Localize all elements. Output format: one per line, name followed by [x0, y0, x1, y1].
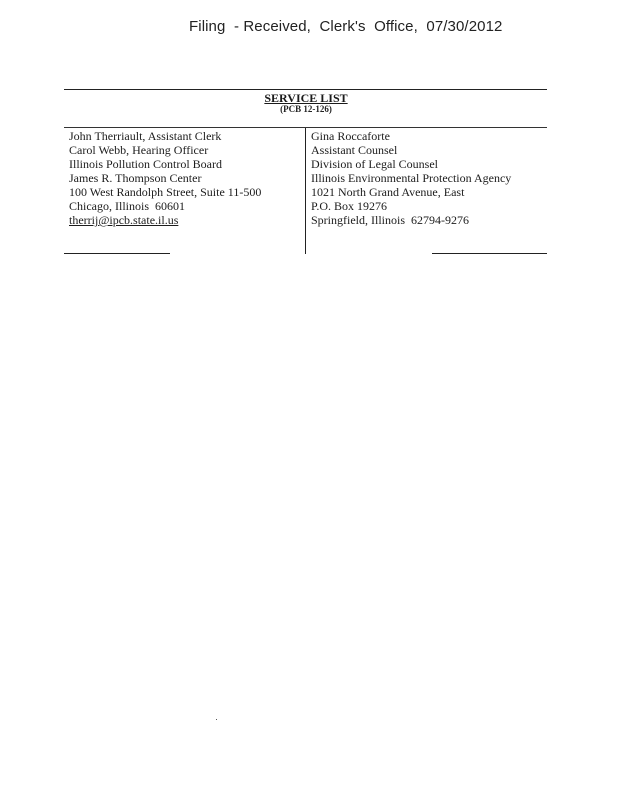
right-recipient-line: Division of Legal Counsel [311, 157, 438, 171]
right-recipient-line: 1021 North Grand Avenue, East [311, 185, 465, 199]
left-recipient-line: Carol Webb, Hearing Officer [69, 143, 209, 157]
right-recipient-name: Gina Roccaforte [311, 129, 390, 143]
top-rule [64, 89, 547, 90]
right-recipient-line: Illinois Environmental Protection Agency [311, 171, 512, 185]
left-recipient-line: Illinois Pollution Control Board [69, 157, 223, 171]
bottom-rule-right [432, 253, 547, 254]
left-recipient-name: John Therriault, Assistant Clerk [69, 129, 222, 143]
case-number: (PCB 12-126) [280, 104, 332, 114]
left-recipient-block [69, 129, 261, 227]
left-recipient-email[interactable]: therrij@ipcb.state.il.us [69, 213, 179, 227]
column-divider [305, 128, 306, 254]
left-recipient-line: James R. Thompson Center [69, 171, 202, 185]
right-recipient-block [311, 129, 511, 227]
scan-speck [216, 719, 217, 720]
right-recipient-line: Assistant Counsel [311, 143, 398, 157]
right-recipient-line: P.O. Box 19276 [311, 199, 388, 213]
left-recipient-line: 100 West Randolph Street, Suite 11-500 [69, 185, 262, 199]
right-recipient-line: Springfield, Illinois 62794-9276 [311, 213, 469, 227]
left-recipient-line: Chicago, Illinois 60601 [69, 199, 185, 213]
service-list-title: SERVICE LIST [264, 91, 348, 105]
filing-received-stamp: Filing - Received, Clerk's Office, 07/30/2012 [189, 18, 503, 35]
bottom-rule-left [64, 253, 170, 254]
